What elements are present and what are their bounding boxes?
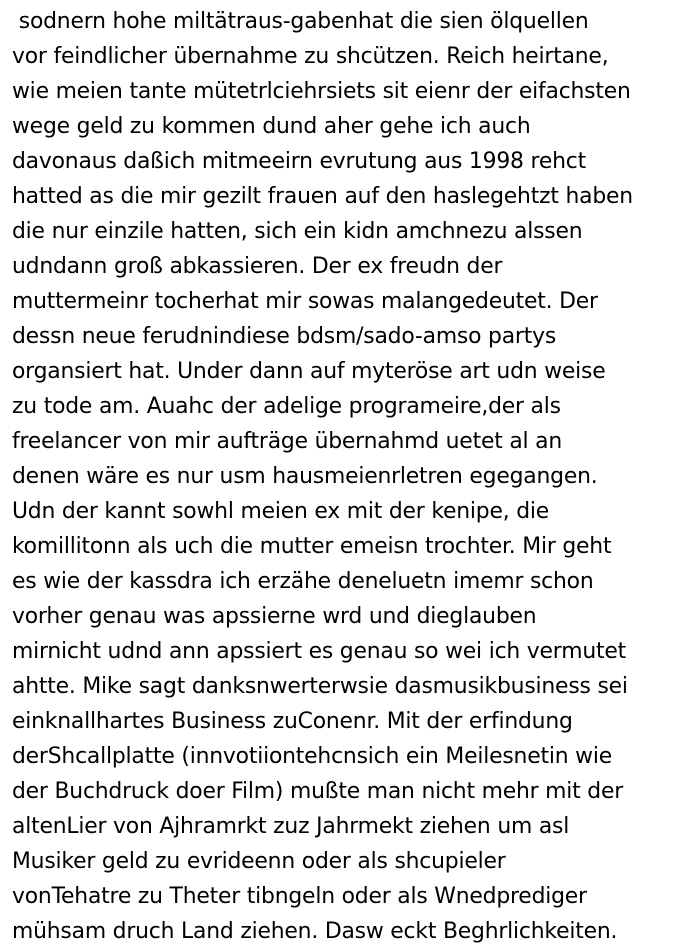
text-line: freelancer von mir aufträge übernahmd uetet al an	[12, 429, 563, 454]
text-line: hatted as die mir gezilt frauen auf den haslegehtzt haben	[12, 184, 633, 209]
text-line: wie meien tante mütetrlciehrsiets sit eienr der eifachsten	[12, 79, 631, 104]
text-line: es wie der kassdra ich erzähe deneluetn imemr schon	[12, 569, 594, 594]
text-line: die nur einzile hatten, sich ein kidn amchnezu alssen	[12, 219, 583, 244]
text-line: wege geld zu kommen dund aher gehe ich auch	[12, 114, 531, 139]
text-line: organsiert hat. Under dann auf myteröse art udn weise	[12, 359, 606, 384]
text-line: der Buchdruck doer Film) mußte man nicht mehr mit der	[12, 779, 623, 804]
text-line: derShcallplatte (innvotiiontehcnsich ein Meilesnetin wie	[12, 744, 612, 769]
text-line: Musiker geld zu evrideenn oder als shcupieler	[12, 849, 506, 874]
text-line: altenLier von Ajhramrkt zuz Jahrmekt ziehen um asl	[12, 814, 570, 839]
text-line: mühsam druch Land ziehen. Dasw eckt Beghrlichkeiten.	[12, 919, 618, 944]
text-line: davonaus daßich mitmeeirn evrutung aus 1998 rehct	[12, 149, 586, 174]
text-line: sodnern hohe miltätraus-gabenhat die sien ölquellen	[12, 9, 589, 34]
text-line: udndann groß abkassieren. Der ex freudn der	[12, 254, 503, 279]
text-line: vor feindlicher übernahme zu shcützen. Reich heirtane,	[12, 44, 609, 69]
text-line: Udn der kannt sowhl meien ex mit der kenipe, die	[12, 499, 550, 524]
text-line: vonTehatre zu Theter tibngeln oder als Wnedprediger	[12, 884, 587, 909]
text-line: vorher genau was apssierne wrd und dieglauben	[12, 604, 537, 629]
text-line: einknallhartes Business zuConenr. Mit der erfindung	[12, 709, 573, 734]
text-line: mirnicht udnd ann apssiert es genau so wei ich vermutet	[12, 639, 626, 664]
document-text	[12, 4, 682, 949]
text-line: dessn neue ferudnindiese bdsm/sado-amso partys	[12, 324, 557, 349]
text-line: muttermeinr tocherhat mir sowas malangedeutet. Der	[12, 289, 598, 314]
text-line: ahtte. Mike sagt danksnwerterwsie dasmusikbusiness sei	[12, 674, 628, 699]
text-line: denen wäre es nur usm hausmeienrletren egegangen.	[12, 464, 598, 489]
text-line: zu tode am. Auahc der adelige programeire,der als	[12, 394, 561, 419]
text-line: komillitonn als uch die mutter emeisn trochter. Mir geht	[12, 534, 612, 559]
